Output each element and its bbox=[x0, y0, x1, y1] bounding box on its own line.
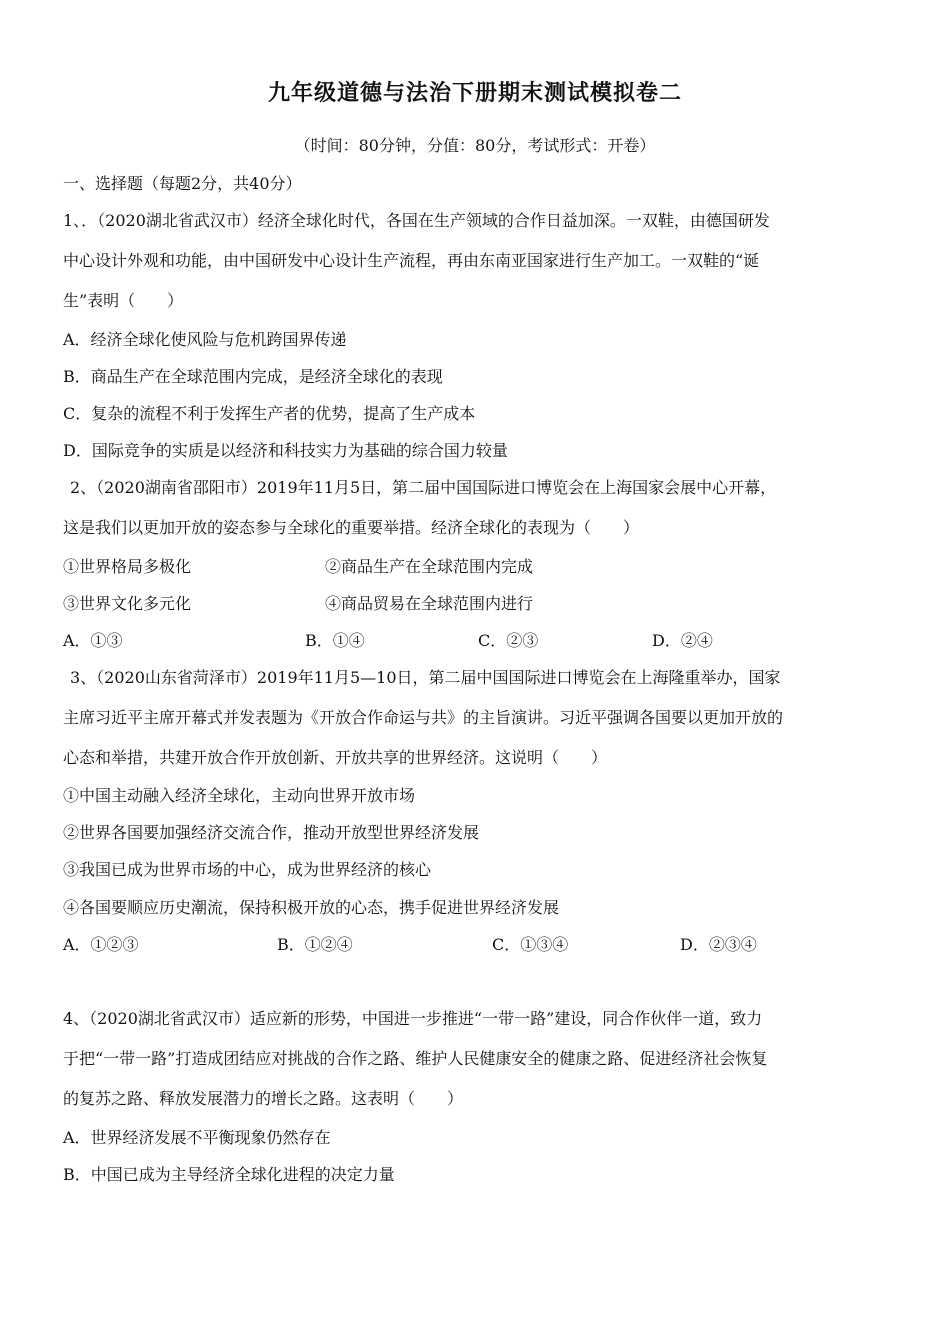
q2-stem-line-2: 这是我们以更加开放的姿态参与全球化的重要举措。经济全球化的表现为（ ） bbox=[63, 518, 640, 537]
q3-item-2: ②世界各国要加强经济交流合作，推动开放型世界经济发展 bbox=[63, 823, 480, 842]
q2-option-a: A．①③ bbox=[63, 631, 123, 650]
q3-option-d: D．②③④ bbox=[680, 935, 757, 954]
q3-stem-line-3: 心态和举措，共建开放合作开放创新、开放共享的世界经济。这说明（ ） bbox=[63, 748, 608, 767]
q4-option-a: A．世界经济发展不平衡现象仍然存在 bbox=[63, 1128, 331, 1147]
q2-option-d: D．②④ bbox=[652, 631, 713, 650]
q1-stem-line-2: 中心设计外观和功能，由中国研发中心设计生产流程，再由东南亚国家进行生产加工。一双鞋的“诞 bbox=[63, 251, 760, 270]
q4-option-b: B．中国已成为主导经济全球化进程的决定力量 bbox=[63, 1165, 395, 1184]
q2-option-b: B．①④ bbox=[305, 631, 365, 650]
q2-option-c: C．②③ bbox=[478, 631, 539, 650]
q1-stem-line-3: 生”表明（ ） bbox=[63, 291, 184, 310]
q3-option-a: A．①②③ bbox=[63, 935, 139, 954]
q4-stem-line-3: 的复苏之路、释放发展潜力的增长之路。这表明（ ） bbox=[63, 1089, 464, 1108]
q2-item-2: ②商品生产在全球范围内完成 bbox=[325, 557, 534, 576]
q1-option-b: B．商品生产在全球范围内完成，是经济全球化的表现 bbox=[63, 367, 443, 386]
q4-stem-line-2: 于把“一带一路”打造成团结应对挑战的合作之路、维护人民健康安全的健康之路、促进经济社会恢复 bbox=[63, 1049, 768, 1068]
q1-stem-line-1: 1、．（2020湖北省武汉市）经济全球化时代，各国在生产领域的合作日益加深。一双鞋，由德国研发 bbox=[63, 211, 770, 230]
q3-option-b: B．①②④ bbox=[277, 935, 353, 954]
q3-stem-line-1: 3、（2020山东省菏泽市）2019年11月5—10日，第二届中国国际进口博览会在上海隆重举办，国家 bbox=[70, 668, 781, 687]
q2-item-4: ④商品贸易在全球范围内进行 bbox=[325, 594, 534, 613]
q1-option-d: D．国际竞争的实质是以经济和科技实力为基础的综合国力较量 bbox=[63, 441, 508, 460]
q2-item-1: ①世界格局多极化 bbox=[63, 557, 192, 576]
q3-item-3: ③我国已成为世界市场的中心，成为世界经济的核心 bbox=[63, 860, 432, 879]
q3-item-1: ①中国主动融入经济全球化，主动向世界开放市场 bbox=[63, 786, 416, 805]
exam-info: （时间：80分钟，分值：80分，考试形式：开卷） bbox=[294, 136, 656, 155]
page-title: 九年级道德与法治下册期末测试模拟卷二 bbox=[267, 81, 682, 106]
q4-stem-line-1: 4、（2020湖北省武汉市）适应新的形势，中国进一步推进“一带一路”建设，同合作伙伴一道，致力 bbox=[63, 1009, 763, 1028]
section-heading: 一、选择题（每题2分，共40分） bbox=[63, 174, 302, 193]
q3-stem-line-2: 主席习近平主席开幕式并发表题为《开放合作命运与共》的主旨演讲。习近平强调各国要以更加开放的 bbox=[63, 708, 784, 727]
q2-stem-line-1: 2、（2020湖南省邵阳市）2019年11月5日，第二届中国国际进口博览会在上海国家会展中心开幕， bbox=[70, 478, 777, 497]
q3-option-c: C．①③④ bbox=[492, 935, 569, 954]
q3-item-4: ④各国要顺应历史潮流，保持积极开放的心态，携手促进世界经济发展 bbox=[63, 898, 560, 917]
q1-option-a: A．经济全球化使风险与危机跨国界传递 bbox=[63, 330, 347, 349]
q1-option-c: C．复杂的流程不利于发挥生产者的优势，提高了生产成本 bbox=[63, 404, 476, 423]
q2-item-3: ③世界文化多元化 bbox=[63, 594, 192, 613]
